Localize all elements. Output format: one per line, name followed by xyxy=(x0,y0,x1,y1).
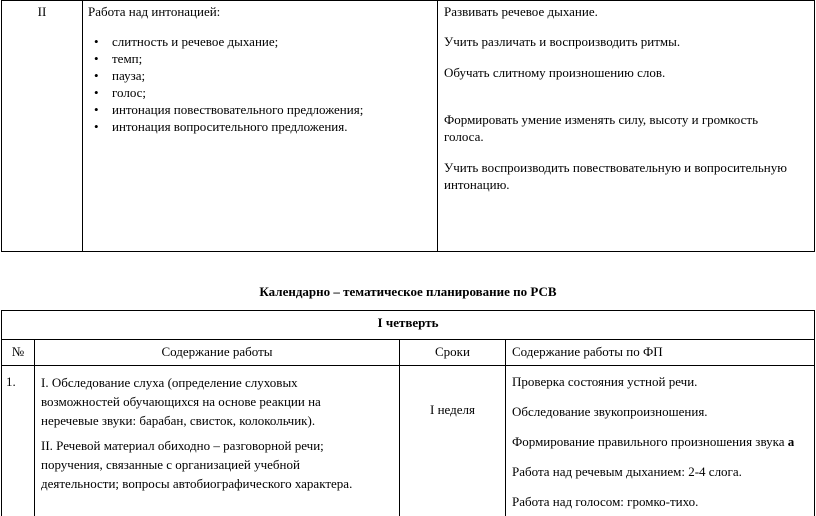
table-border xyxy=(399,339,400,516)
column-header-content: Содержание работы xyxy=(161,344,273,359)
content-line: неречевые звуки: барабан, свисток, колокольчик). xyxy=(41,413,316,428)
content-line: I. Обследование слуха (определение слуховых xyxy=(41,375,298,390)
goal-text: Развивать речевое дыхание. xyxy=(444,4,598,19)
fp-text: Формирование правильного произношения звука xyxy=(512,434,785,449)
list-item: • голос; xyxy=(88,84,433,101)
table-border xyxy=(1,365,815,366)
page-heading: Календарно – тематическое планирование по РСВ xyxy=(259,284,557,299)
fp-line: Обследование звукопроизношения. xyxy=(512,404,708,419)
list-item: • темп; xyxy=(88,50,433,67)
fp-line: Проверка состояния устной речи. xyxy=(512,374,698,389)
content-line: возможностей обучающихся на основе реакции на xyxy=(41,394,321,409)
goal-text: интонацию. xyxy=(444,177,510,192)
table-border xyxy=(1,0,815,1)
list-item: • интонация вопросительного предложения. xyxy=(88,118,433,135)
goal-text: голоса. xyxy=(444,129,484,144)
column-header-number: № xyxy=(11,344,25,359)
content-line: поручения, связанные с организацией учебной xyxy=(41,457,300,472)
table-border xyxy=(814,0,815,252)
goal-text: Учить воспроизводить повествовательную и вопросительную xyxy=(444,160,787,175)
table-border xyxy=(505,339,506,516)
fp-line: Работа над речевым дыханием: 2-4 слога. xyxy=(512,464,742,479)
goal-text: Обучать слитному произношению слов. xyxy=(444,65,666,80)
list-item: • слитность и речевое дыхание; xyxy=(88,33,433,50)
table-border xyxy=(437,0,438,252)
quarter-header: I четверть xyxy=(377,315,439,330)
table-border xyxy=(34,339,35,516)
row-fp xyxy=(512,373,812,510)
section-title: Работа над интонацией: xyxy=(88,4,221,19)
table-border xyxy=(1,0,2,252)
table-border xyxy=(1,339,815,340)
fp-sound: а xyxy=(787,434,795,449)
goal-text: Формировать умение изменять силу, высоту и громкость xyxy=(444,112,758,127)
goals-cell xyxy=(444,3,812,193)
row-term: I неделя xyxy=(430,402,475,417)
topic-list xyxy=(88,33,433,135)
section-number: II xyxy=(37,4,47,19)
row-content xyxy=(41,373,397,493)
column-header-fp: Содержание работы по ФП xyxy=(512,344,663,359)
table-border xyxy=(82,0,83,252)
list-item: • пауза; xyxy=(88,67,433,84)
content-line: II. Речевой материал обиходно – разговорной речи; xyxy=(41,438,324,453)
fp-line xyxy=(512,433,812,450)
content-line: деятельности; вопросы автобиографического характера. xyxy=(41,476,353,491)
goal-text: Учить различать и воспроизводить ритмы. xyxy=(444,34,681,49)
column-header-term: Сроки xyxy=(435,344,470,359)
work-content-cell xyxy=(88,3,433,135)
list-item: • интонация повествовательного предложения; xyxy=(88,101,433,118)
table-border xyxy=(814,310,815,516)
row-number: 1. xyxy=(6,374,16,389)
table-border xyxy=(1,310,815,311)
table-border xyxy=(1,251,815,252)
fp-line: Работа над голосом: громко-тихо. xyxy=(512,494,699,509)
table-border xyxy=(1,310,2,516)
